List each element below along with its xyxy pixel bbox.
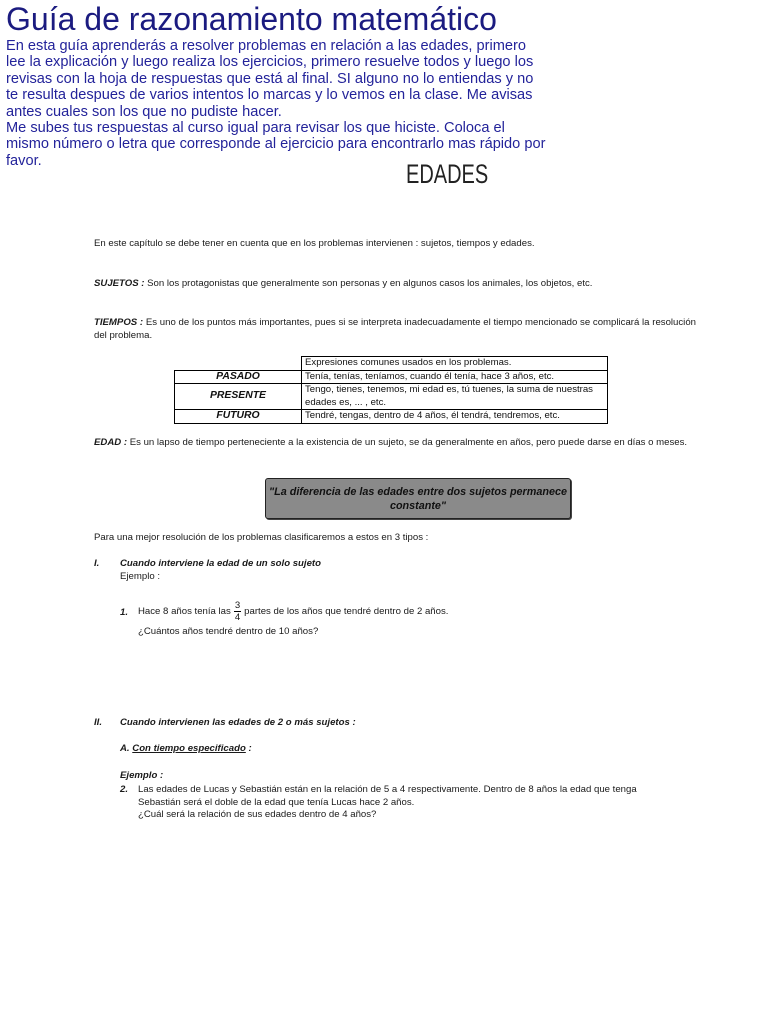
intro-paragraph-1: En esta guía aprenderás a resolver problemas en relación a las edades, primero lee la explicación y luego realiza los ejercicios, primero resuelve todos y luego los revisas con la hoja de respuestas que está al final. SI alguno no lo entiendas y no te resulta despues de varios intentos lo marcas y lo vemos en la clase. Me avisas antes cuales son los que no pudiste hacer. bbox=[6, 38, 534, 120]
sujetos-term: SUJETOS : bbox=[94, 278, 145, 289]
table-header: Expresiones comunes usados en los problemas. bbox=[302, 357, 608, 371]
type1-example-number-text: 1. bbox=[120, 607, 129, 618]
type2-sub-colon: : bbox=[248, 743, 252, 754]
time-expressions-table bbox=[174, 356, 608, 424]
chapter-intro: En este capítulo se debe tener en cuenta que en los problemas intervienen : sujetos, tiempos y edades. bbox=[94, 238, 535, 249]
type1-example-label: Ejemplo : bbox=[120, 571, 160, 582]
type1-example-question: ¿Cuántos años tendré dentro de 10 años? bbox=[138, 626, 319, 637]
key-principle-text: "La diferencia de las edades entre dos sujetos permanece constante" bbox=[269, 485, 567, 512]
type2-example-line-1: Las edades de Lucas y Sebastián están en la relación de 5 a 4 respectivamente. Dentro de 8 años la edad que tenga bbox=[138, 784, 637, 795]
type2-example-label-text: Ejemplo : bbox=[120, 770, 164, 781]
table-row-label: FUTURO bbox=[175, 410, 302, 424]
type1-example-text-before: Hace 8 años tenía las bbox=[138, 606, 231, 617]
type2-example-line-2: Sebastián será el doble de la edad que tenía Lucas hace 2 años. bbox=[138, 797, 415, 808]
tiempos-term: TIEMPOS : bbox=[94, 317, 144, 328]
table-row bbox=[175, 384, 608, 410]
type1-title-text: Cuando interviene la edad de un solo sujeto bbox=[120, 558, 321, 569]
edad-definition bbox=[94, 436, 696, 449]
edad-text: Es un lapso de tiempo perteneciente a la existencia de un sujeto, se da generalmente en años, pero puede darse en días o meses. bbox=[129, 437, 688, 448]
sujetos-text: Son los protagonistas que generalmente son personas y en algunos casos los animales, los objetos, etc. bbox=[147, 278, 593, 289]
sujetos-definition bbox=[94, 277, 698, 290]
table-header-row bbox=[175, 357, 608, 371]
type2-example-number-text: 2. bbox=[120, 784, 129, 795]
table-row-label: PRESENTE bbox=[175, 384, 302, 410]
type1-numeral-text: I. bbox=[94, 558, 100, 569]
type1-example-line bbox=[138, 598, 448, 626]
tiempos-text: Es uno de los puntos más importantes, pues si se interpreta inadecuadamente el tiempo mencionado se complicará la resolución del problema. bbox=[94, 317, 696, 341]
table-row bbox=[175, 370, 608, 384]
type2-title-text: Cuando intervienen las edades de 2 o más sujetos : bbox=[120, 717, 356, 728]
intro-paragraph-2: Me subes tus respuestas al curso igual para revisar los que hiciste. Coloca el mismo número o letra que corresponde al ejercicio para encontrarlo mas rápido por favor. bbox=[6, 120, 546, 169]
type2-title bbox=[120, 716, 356, 729]
table-row-text: Tendré, tengas, dentro de 4 años, él tendrá, tendremos, etc. bbox=[302, 410, 608, 424]
fraction bbox=[234, 600, 241, 623]
type2-example-question: ¿Cuál será la relación de sus edades dentro de 4 años? bbox=[138, 809, 377, 820]
section-heading: EDADES bbox=[406, 159, 489, 189]
table-row-label: PASADO bbox=[175, 370, 302, 384]
fraction-denominator: 4 bbox=[234, 611, 241, 623]
type2-sub-title: Con tiempo especificado bbox=[132, 743, 246, 754]
edad-term: EDAD : bbox=[94, 437, 128, 448]
type1-example-text-after: partes de los años que tendré dentro de 2 años. bbox=[244, 606, 449, 617]
tiempos-definition bbox=[94, 316, 696, 342]
type2-example-number bbox=[120, 783, 128, 796]
type1-numeral bbox=[94, 557, 99, 570]
intro-text bbox=[6, 38, 546, 169]
type2-sub-letter: A. bbox=[120, 743, 130, 754]
type2-example-label bbox=[120, 769, 163, 782]
type2-numeral bbox=[94, 716, 102, 729]
table-row-text: Tenía, tenías, teníamos, cuando él tenía, hace 3 años, etc. bbox=[302, 370, 608, 384]
classify-text: Para una mejor resolución de los problemas clasificaremos a estos en 3 tipos : bbox=[94, 532, 429, 543]
type2-subsection bbox=[120, 742, 252, 755]
key-principle-box bbox=[265, 478, 571, 519]
table-header-spacer bbox=[175, 357, 302, 371]
type2-numeral-text: II. bbox=[94, 717, 102, 728]
fraction-numerator: 3 bbox=[234, 599, 241, 611]
type1-example-number bbox=[120, 606, 128, 619]
type1-title bbox=[120, 557, 321, 570]
table-row bbox=[175, 410, 608, 424]
page-title: Guía de razonamiento matemático bbox=[6, 1, 497, 37]
table-row-text: Tengo, tienes, tenemos, mi edad es, tú tuenes, la suma de nuestras edades es, ... , etc. bbox=[302, 384, 608, 410]
